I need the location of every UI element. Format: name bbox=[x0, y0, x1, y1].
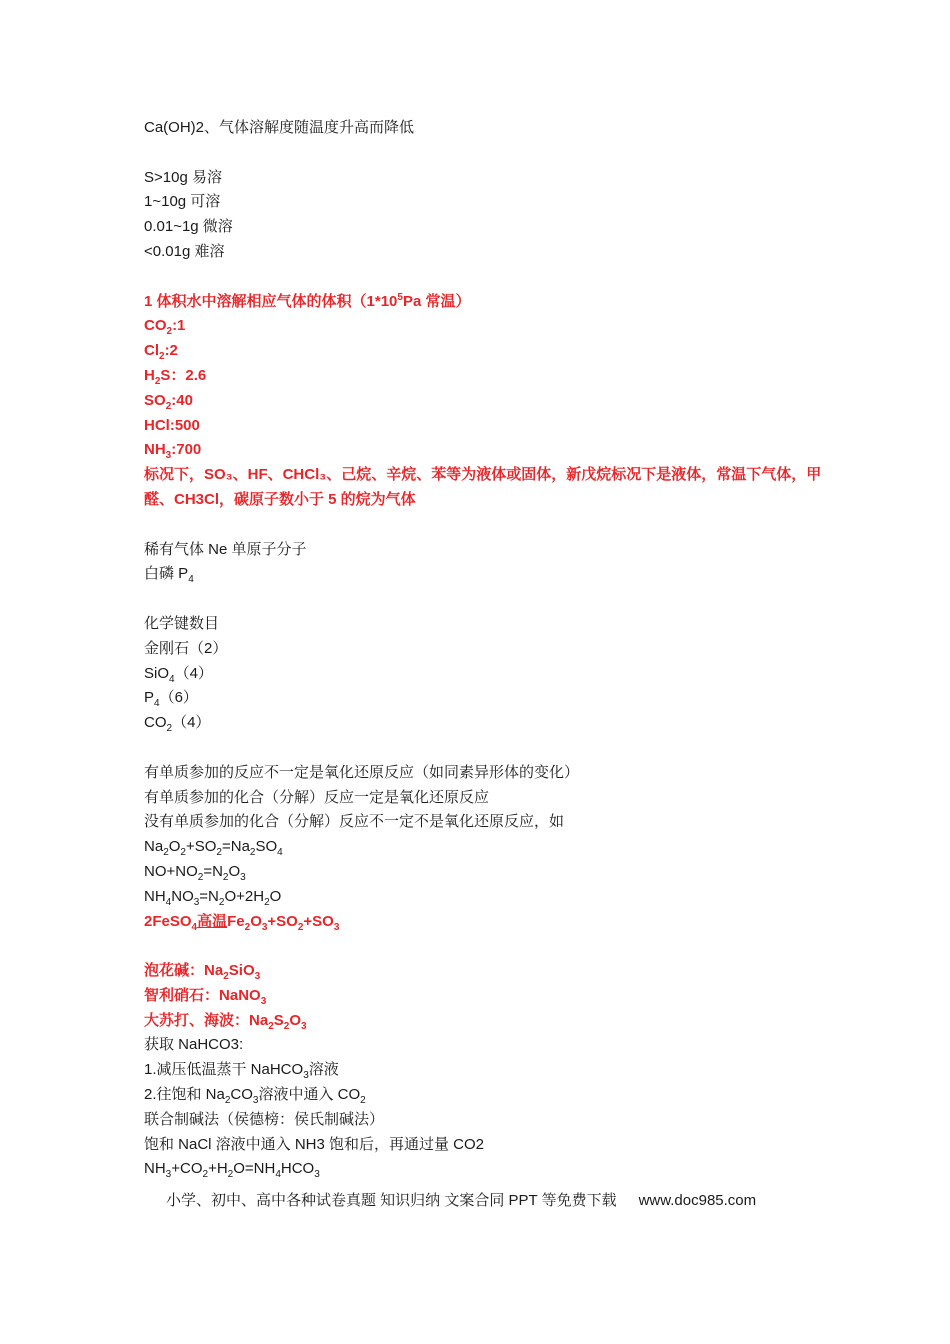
gas-nh3: $NH_3:700$ bbox=[144, 441, 202, 462]
gas-h2s: $H_2S$：2.6 bbox=[144, 366, 207, 387]
footer-website: www.doc985.com bbox=[638, 1192, 757, 1209]
gas-volume-title: 1 体积水中溶解相应气体的体积（$1*10^5Pa$ 常温） bbox=[144, 291, 471, 310]
bond-co2: $CO_2(4)$ bbox=[144, 714, 211, 735]
mineral-na2sio3: 泡花碱：$Na_2SiO_3$ bbox=[144, 962, 261, 983]
footer-text: 小学、初中、高中各种试卷真题 知识归纳 文案合同 PPT 等免费下载 bbox=[166, 1192, 617, 1209]
mineral-na2s2o3: 大苏打、海波：$Na_2S_2O_3$ bbox=[144, 1011, 307, 1032]
nahco3-method-2: 2.往饱和 $Na_2CO_3$溶液中通入 $CO_2$ bbox=[144, 1086, 366, 1107]
standard-condition-note: 标况下，SO₃、HF、CHCl₃、己烷、辛烷、苯等为液体或固体，新戊烷标况下是液体，常温下气体，甲醛、CH3Cl，碳原子数小于 5 的烷为气体 bbox=[144, 466, 822, 508]
redox-note-1: 有单质参加的反应不一定是氧化还原反应（如同素异形体的变化） bbox=[144, 763, 580, 781]
white-phosphorus-line: 白磷 $P_4$ bbox=[144, 565, 194, 586]
equation-nh4no3: $NH_4NO_3=N_2O+2H_2O$ bbox=[144, 887, 282, 908]
noble-gas-line: 稀有气体 Ne 单原子分子 bbox=[144, 540, 307, 558]
redox-note-2: 有单质参加的化合（分解）反应一定是氧化还原反应 bbox=[144, 788, 490, 806]
bond-diamond: 金刚石（2） bbox=[144, 639, 228, 657]
nahco3-method-4: 饱和 NaCl 溶液中通入 NH3 饱和后，再通过量 CO2 bbox=[144, 1135, 485, 1153]
equation-feso4: 2FeSO$_4$高温$Fe_2O_3+SO_2+SO_3$ bbox=[144, 912, 340, 933]
gas-cl2: $Cl_2:2$ bbox=[144, 342, 178, 363]
equation-no-no2: $NO+NO_2=N_2O_3$ bbox=[144, 862, 246, 883]
document-body bbox=[144, 116, 824, 1182]
nahco3-method-3: 联合制碱法（侯德榜：侯氏制碱法） bbox=[144, 1110, 385, 1128]
page-footer bbox=[166, 1190, 756, 1212]
equation-solvay: $NH_3+CO_2+H_2O=NH_4HCO_3$ bbox=[144, 1160, 320, 1181]
mineral-nano3: 智利硝石：NaNO$_3$ bbox=[144, 986, 267, 1007]
gas-so2: $SO_2:40$ bbox=[144, 391, 193, 412]
gas-co2: $CO_2:1$ bbox=[144, 317, 186, 338]
solubility-slight: 0.01~1g 微溶 bbox=[144, 218, 233, 236]
solubility-soluble: 1~10g 可溶 bbox=[144, 193, 221, 211]
solubility-hard: <0.01g 难溶 bbox=[144, 242, 225, 260]
nahco3-title: 获取 NaHCO3: bbox=[144, 1036, 244, 1054]
gas-hcl: HCl:500 bbox=[144, 416, 200, 434]
redox-note-3: 没有单质参加的化合（分解）反应不一定不是氧化还原反应，如 bbox=[144, 813, 565, 831]
nahco3-method-1: 1.减压低温蒸干 NaHCO$_3$溶液 bbox=[144, 1061, 339, 1082]
bond-count-title: 化学键数目 bbox=[144, 614, 220, 632]
reaction-condition: 高温 bbox=[197, 912, 228, 930]
equation-na2o2-so2: $Na_2O_2+SO_2=Na_2SO_4$ bbox=[144, 838, 283, 859]
solubility-easy: S>10g 易溶 bbox=[144, 168, 222, 186]
solubility-temperature-note: Ca(OH)2、气体溶解度随温度升高而降低 bbox=[144, 119, 415, 136]
bond-p4: $P_4(6)$ bbox=[144, 689, 198, 710]
bond-sio4: SiO$_4$（4） bbox=[144, 664, 213, 685]
